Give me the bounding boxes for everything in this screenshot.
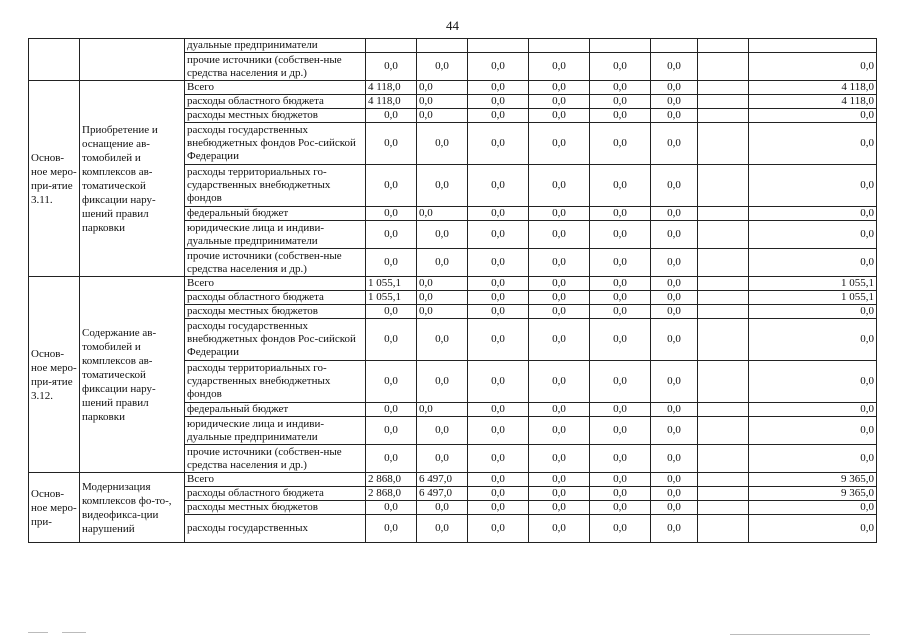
value-cell: 0,0 <box>366 445 417 473</box>
value-cell: 1 055,1 <box>366 291 417 305</box>
source-cell: федеральный бюджет <box>185 207 366 221</box>
value-cell <box>698 123 749 165</box>
value-cell: 0,0 <box>529 361 590 403</box>
value-cell: 0,0 <box>529 249 590 277</box>
value-cell <box>366 39 417 53</box>
value-cell: 0,0 <box>651 515 698 543</box>
value-cell: 0,0 <box>417 249 468 277</box>
value-cell <box>698 95 749 109</box>
value-cell: 0,0 <box>468 207 529 221</box>
value-cell: 6 497,0 <box>417 487 468 501</box>
value-cell: 0,0 <box>417 221 468 249</box>
value-cell: 0,0 <box>529 487 590 501</box>
value-cell: 0,0 <box>590 515 651 543</box>
source-cell: Всего <box>185 473 366 487</box>
value-cell: 0,0 <box>590 403 651 417</box>
value-cell: 2 868,0 <box>366 473 417 487</box>
value-cell: 0,0 <box>651 291 698 305</box>
value-cell: 0,0 <box>529 305 590 319</box>
value-cell: 0,0 <box>529 207 590 221</box>
value-cell: 0,0 <box>417 277 468 291</box>
value-cell: 0,0 <box>651 221 698 249</box>
source-cell: Всего <box>185 277 366 291</box>
value-cell: 0,0 <box>468 95 529 109</box>
value-cell <box>698 249 749 277</box>
value-cell: 2 868,0 <box>366 487 417 501</box>
value-cell: 0,0 <box>651 473 698 487</box>
value-cell: 0,0 <box>590 221 651 249</box>
value-cell: 0,0 <box>468 249 529 277</box>
scan-artifact-line <box>730 634 870 635</box>
value-cell: 0,0 <box>366 221 417 249</box>
total-cell: 0,0 <box>749 221 877 249</box>
value-cell: 0,0 <box>417 165 468 207</box>
value-cell: 0,0 <box>417 207 468 221</box>
description-cell <box>80 39 185 81</box>
table-row <box>29 81 877 95</box>
value-cell: 0,0 <box>651 123 698 165</box>
description-cell: Приобретение и оснащение ав-томобилей и комплексов ав-томатической фиксации нару-шений правил парковки <box>80 81 185 277</box>
total-cell: 0,0 <box>749 249 877 277</box>
value-cell <box>468 39 529 53</box>
value-cell: 4 118,0 <box>366 95 417 109</box>
total-cell: 9 365,0 <box>749 487 877 501</box>
value-cell: 0,0 <box>366 207 417 221</box>
value-cell <box>698 221 749 249</box>
total-cell: 0,0 <box>749 319 877 361</box>
value-cell: 0,0 <box>417 123 468 165</box>
value-cell <box>698 165 749 207</box>
source-cell: Всего <box>185 81 366 95</box>
value-cell <box>590 39 651 53</box>
value-cell: 0,0 <box>651 417 698 445</box>
total-cell: 0,0 <box>749 109 877 123</box>
value-cell: 0,0 <box>417 361 468 403</box>
total-cell: 0,0 <box>749 53 877 81</box>
value-cell <box>698 473 749 487</box>
value-cell: 0,0 <box>417 95 468 109</box>
value-cell <box>698 305 749 319</box>
value-cell <box>417 39 468 53</box>
value-cell <box>698 445 749 473</box>
value-cell: 0,0 <box>590 249 651 277</box>
value-cell: 0,0 <box>468 361 529 403</box>
value-cell <box>698 319 749 361</box>
value-cell: 0,0 <box>417 445 468 473</box>
value-cell: 0,0 <box>651 109 698 123</box>
value-cell: 0,0 <box>366 515 417 543</box>
table-row <box>29 39 877 53</box>
value-cell: 0,0 <box>590 305 651 319</box>
value-cell: 0,0 <box>529 221 590 249</box>
budget-table <box>28 38 877 543</box>
value-cell: 0,0 <box>417 319 468 361</box>
value-cell: 0,0 <box>529 81 590 95</box>
total-cell: 0,0 <box>749 305 877 319</box>
total-cell: 1 055,1 <box>749 291 877 305</box>
value-cell: 0,0 <box>651 53 698 81</box>
value-cell: 0,0 <box>417 81 468 95</box>
source-cell: расходы государственных <box>185 515 366 543</box>
source-cell: расходы местных бюджетов <box>185 305 366 319</box>
table-row <box>29 473 877 487</box>
value-cell: 0,0 <box>529 473 590 487</box>
total-cell: 1 055,1 <box>749 277 877 291</box>
value-cell: 0,0 <box>366 319 417 361</box>
total-cell: 4 118,0 <box>749 81 877 95</box>
value-cell: 0,0 <box>366 501 417 515</box>
value-cell: 0,0 <box>366 403 417 417</box>
source-cell: расходы территориальных го-сударственных внебюджетных фондов <box>185 361 366 403</box>
total-cell: 0,0 <box>749 515 877 543</box>
value-cell: 0,0 <box>366 305 417 319</box>
value-cell: 0,0 <box>366 109 417 123</box>
total-cell: 9 365,0 <box>749 473 877 487</box>
value-cell <box>698 501 749 515</box>
source-cell: расходы территориальных го-сударственных внебюджетных фондов <box>185 165 366 207</box>
value-cell: 0,0 <box>529 417 590 445</box>
value-cell: 0,0 <box>529 291 590 305</box>
value-cell: 0,0 <box>529 319 590 361</box>
value-cell <box>698 109 749 123</box>
value-cell: 0,0 <box>366 417 417 445</box>
total-cell: 0,0 <box>749 417 877 445</box>
value-cell: 0,0 <box>590 53 651 81</box>
value-cell: 0,0 <box>529 109 590 123</box>
value-cell: 0,0 <box>417 291 468 305</box>
measure-cell: Основ-ное меро-при-ятие 3.11. <box>29 81 80 277</box>
measure-cell <box>29 39 80 81</box>
source-cell: прочие источники (собствен-ные средства населения и др.) <box>185 445 366 473</box>
value-cell <box>698 39 749 53</box>
source-cell: прочие источники (собствен-ные средства населения и др.) <box>185 249 366 277</box>
source-cell: расходы областного бюджета <box>185 487 366 501</box>
scan-artifact-line <box>62 632 86 633</box>
value-cell: 0,0 <box>468 319 529 361</box>
value-cell: 0,0 <box>366 53 417 81</box>
measure-cell: Основ-ное меро-при-ятие 3.12. <box>29 277 80 473</box>
value-cell: 4 118,0 <box>366 81 417 95</box>
value-cell: 0,0 <box>468 123 529 165</box>
value-cell: 0,0 <box>651 95 698 109</box>
page-number: 44 <box>446 18 459 33</box>
description-cell: Содержание ав-томобилей и комплексов ав-томатической фиксации нару-шений правил парковки <box>80 277 185 473</box>
total-cell <box>749 39 877 53</box>
value-cell <box>698 487 749 501</box>
value-cell <box>698 277 749 291</box>
value-cell: 0,0 <box>651 487 698 501</box>
source-cell: расходы местных бюджетов <box>185 109 366 123</box>
value-cell: 0,0 <box>590 417 651 445</box>
value-cell: 0,0 <box>529 277 590 291</box>
value-cell: 0,0 <box>468 445 529 473</box>
table-row <box>29 277 877 291</box>
value-cell <box>698 417 749 445</box>
value-cell: 0,0 <box>651 445 698 473</box>
value-cell: 0,0 <box>417 305 468 319</box>
source-cell: дуальные предприниматели <box>185 39 366 53</box>
value-cell: 0,0 <box>651 81 698 95</box>
value-cell <box>698 81 749 95</box>
source-cell: юридические лица и индиви-дуальные предприниматели <box>185 221 366 249</box>
value-cell: 0,0 <box>590 207 651 221</box>
value-cell: 0,0 <box>468 165 529 207</box>
value-cell: 0,0 <box>417 403 468 417</box>
value-cell: 1 055,1 <box>366 277 417 291</box>
value-cell <box>698 403 749 417</box>
total-cell: 0,0 <box>749 123 877 165</box>
value-cell: 0,0 <box>468 473 529 487</box>
value-cell: 0,0 <box>468 81 529 95</box>
value-cell: 0,0 <box>529 165 590 207</box>
value-cell: 0,0 <box>590 291 651 305</box>
description-cell: Модернизация комплексов фо-то-, видеофикса-ции нарушений <box>80 473 185 543</box>
value-cell: 0,0 <box>468 417 529 445</box>
value-cell: 0,0 <box>651 361 698 403</box>
value-cell: 0,0 <box>590 165 651 207</box>
source-cell: федеральный бюджет <box>185 403 366 417</box>
value-cell: 0,0 <box>590 123 651 165</box>
source-cell: юридические лица и индиви-дуальные предприниматели <box>185 417 366 445</box>
measure-cell: Основ-ное меро-при- <box>29 473 80 543</box>
value-cell: 0,0 <box>651 165 698 207</box>
total-cell: 0,0 <box>749 361 877 403</box>
value-cell <box>698 515 749 543</box>
value-cell: 0,0 <box>417 501 468 515</box>
total-cell: 0,0 <box>749 501 877 515</box>
value-cell: 6 497,0 <box>417 473 468 487</box>
total-cell: 0,0 <box>749 403 877 417</box>
value-cell: 0,0 <box>651 319 698 361</box>
value-cell: 0,0 <box>468 515 529 543</box>
value-cell: 0,0 <box>651 249 698 277</box>
value-cell: 0,0 <box>468 501 529 515</box>
value-cell: 0,0 <box>366 123 417 165</box>
value-cell: 0,0 <box>529 403 590 417</box>
value-cell: 0,0 <box>529 123 590 165</box>
value-cell: 0,0 <box>651 403 698 417</box>
value-cell: 0,0 <box>366 361 417 403</box>
total-cell: 0,0 <box>749 207 877 221</box>
value-cell: 0,0 <box>529 515 590 543</box>
value-cell: 0,0 <box>529 501 590 515</box>
value-cell <box>698 53 749 81</box>
value-cell: 0,0 <box>366 249 417 277</box>
value-cell: 0,0 <box>590 361 651 403</box>
value-cell: 0,0 <box>590 95 651 109</box>
source-cell: расходы областного бюджета <box>185 95 366 109</box>
value-cell: 0,0 <box>590 319 651 361</box>
value-cell: 0,0 <box>417 417 468 445</box>
value-cell: 0,0 <box>529 53 590 81</box>
value-cell <box>529 39 590 53</box>
value-cell <box>698 291 749 305</box>
value-cell <box>698 361 749 403</box>
value-cell: 0,0 <box>529 95 590 109</box>
value-cell: 0,0 <box>529 445 590 473</box>
source-cell: расходы местных бюджетов <box>185 501 366 515</box>
value-cell: 0,0 <box>590 277 651 291</box>
value-cell: 0,0 <box>590 487 651 501</box>
value-cell <box>698 207 749 221</box>
value-cell: 0,0 <box>590 473 651 487</box>
value-cell: 0,0 <box>590 109 651 123</box>
value-cell: 0,0 <box>651 305 698 319</box>
value-cell <box>651 39 698 53</box>
source-cell: расходы областного бюджета <box>185 291 366 305</box>
total-cell: 0,0 <box>749 445 877 473</box>
value-cell: 0,0 <box>468 291 529 305</box>
value-cell: 0,0 <box>417 109 468 123</box>
value-cell: 0,0 <box>590 81 651 95</box>
total-cell: 4 118,0 <box>749 95 877 109</box>
value-cell: 0,0 <box>468 109 529 123</box>
source-cell: расходы государственных внебюджетных фондов Рос-сийской Федерации <box>185 123 366 165</box>
value-cell: 0,0 <box>468 305 529 319</box>
value-cell: 0,0 <box>366 165 417 207</box>
value-cell: 0,0 <box>651 501 698 515</box>
value-cell: 0,0 <box>417 515 468 543</box>
value-cell: 0,0 <box>468 277 529 291</box>
value-cell: 0,0 <box>417 53 468 81</box>
source-cell: расходы государственных внебюджетных фондов Рос-сийской Федерации <box>185 319 366 361</box>
value-cell: 0,0 <box>468 487 529 501</box>
source-cell: прочие источники (собствен-ные средства населения и др.) <box>185 53 366 81</box>
value-cell: 0,0 <box>651 277 698 291</box>
total-cell: 0,0 <box>749 165 877 207</box>
value-cell: 0,0 <box>590 445 651 473</box>
value-cell: 0,0 <box>468 403 529 417</box>
value-cell: 0,0 <box>590 501 651 515</box>
value-cell: 0,0 <box>651 207 698 221</box>
value-cell: 0,0 <box>468 221 529 249</box>
value-cell: 0,0 <box>468 53 529 81</box>
scan-artifact-line <box>28 632 48 633</box>
